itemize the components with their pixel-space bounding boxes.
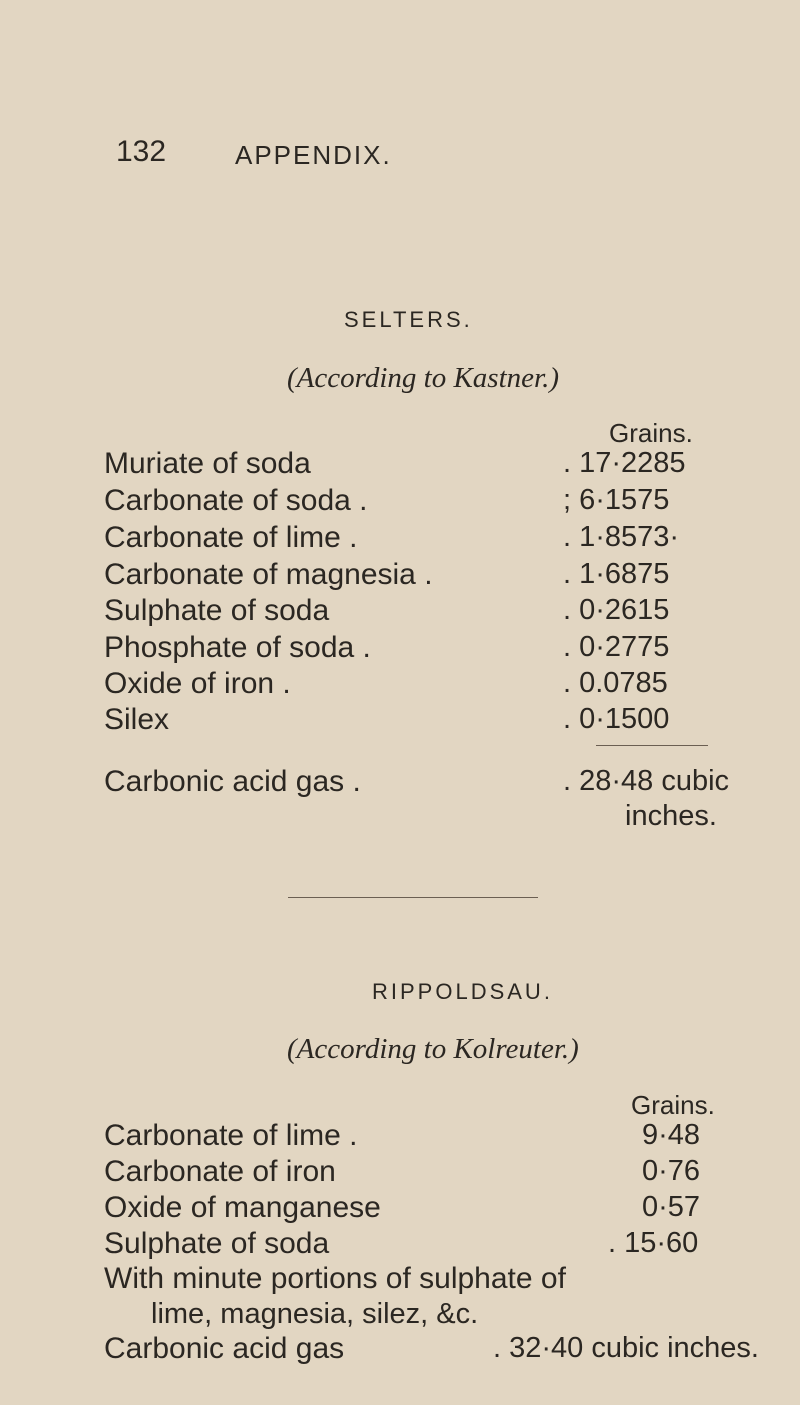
row-value: . 17·2285 — [563, 447, 686, 479]
trace-note-line-1: With minute portions of sulphate of — [104, 1262, 566, 1295]
table-row — [0, 667, 800, 701]
row-label: Carbonate of lime . — [104, 1119, 358, 1152]
table-row — [0, 521, 800, 555]
row-value: 9·48 — [642, 1119, 701, 1151]
row-value: . 1·8573· — [563, 521, 680, 553]
row-value: . 0.0785 — [563, 667, 668, 699]
row-label: Carbonate of soda . — [104, 484, 368, 517]
gas-value: . 32·40 cubic inches. — [493, 1332, 759, 1364]
row-value: 0·76 — [642, 1155, 701, 1187]
row-label: Sulphate of soda — [104, 1227, 330, 1260]
section-divider — [288, 897, 538, 898]
table-row — [0, 1227, 800, 1261]
selters-attribution: (According to Kastner.) — [287, 362, 559, 394]
row-label: Phosphate of soda . — [104, 631, 371, 664]
row-value: ; 6·1575 — [563, 484, 670, 516]
row-value: . 0·1500 — [563, 703, 670, 735]
page-number: 132 — [116, 135, 167, 168]
row-label: Oxide of iron . — [104, 667, 291, 700]
row-label: Sulphate of soda — [104, 594, 330, 627]
row-label: Silex — [104, 703, 170, 736]
rippoldsau-unit-heading: Grains. — [631, 1090, 715, 1120]
sum-rule — [596, 745, 708, 746]
running-title: APPENDIX. — [235, 140, 392, 170]
table-row — [0, 1191, 800, 1225]
table-row — [0, 484, 800, 518]
row-label: Carbonate of magnesia . — [104, 558, 433, 591]
row-label: Oxide of manganese — [104, 1191, 381, 1224]
table-row — [0, 703, 800, 737]
row-label: Carbonate of lime . — [104, 521, 358, 554]
row-value: . 0·2775 — [563, 631, 670, 663]
table-row — [0, 447, 800, 481]
table-row — [0, 1119, 800, 1153]
rippoldsau-title: RIPPOLDSAU. — [372, 979, 553, 1004]
gas-label: Carbonic acid gas — [104, 1332, 345, 1365]
gas-label: Carbonic acid gas . — [104, 765, 361, 798]
gas-value: . 28·48 cubic — [563, 765, 730, 797]
rippoldsau-gas-row — [0, 1332, 800, 1366]
gas-unit: inches. — [625, 800, 717, 832]
row-value: . 0·2615 — [563, 594, 670, 626]
rippoldsau-attribution: (According to Kolreuter.) — [287, 1033, 579, 1065]
table-row — [0, 631, 800, 665]
trace-note-line-2: lime, magnesia, silez, &c. — [151, 1298, 479, 1330]
table-row — [0, 1155, 800, 1189]
table-row — [0, 558, 800, 592]
table-row — [0, 594, 800, 628]
row-value: . 15·60 — [608, 1227, 699, 1259]
row-value: 0·57 — [642, 1191, 701, 1223]
row-label: Carbonate of iron — [104, 1155, 336, 1188]
selters-unit-heading: Grains. — [609, 418, 693, 448]
selters-gas-row — [0, 765, 800, 799]
row-value: . 1·6875 — [563, 558, 670, 590]
selters-title: SELTERS. — [344, 307, 473, 332]
row-label: Muriate of soda — [104, 447, 311, 480]
